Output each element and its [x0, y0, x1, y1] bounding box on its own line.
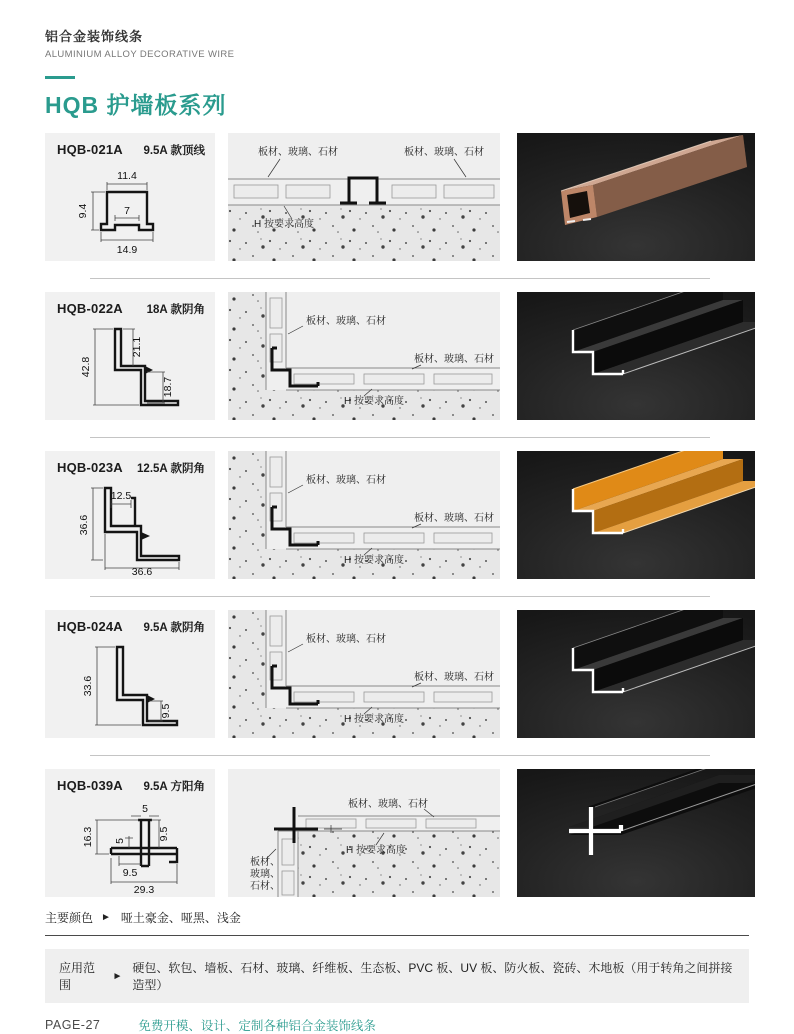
- installation-diagram: [228, 769, 500, 897]
- dim-label: 9.5: [158, 826, 170, 842]
- model-spec: 18A 款阴角: [146, 304, 205, 316]
- profile-drawing: [45, 635, 215, 735]
- dim-label: 14.9: [116, 244, 138, 256]
- profile-drawing: [45, 476, 215, 576]
- profile-drawing: [45, 794, 215, 894]
- installation-diagram-panel: [228, 610, 500, 738]
- installation-diagram-panel: [228, 133, 500, 261]
- dim-label: 9.4: [77, 203, 89, 219]
- arrow-right-icon: ►: [101, 912, 111, 923]
- dim-label: 11.4: [117, 170, 137, 182]
- accent-dash: [45, 76, 75, 79]
- drawing-panel: [45, 292, 215, 420]
- diagram-label: 板材、: [250, 857, 280, 868]
- drawing-header: [45, 769, 215, 794]
- product-photo-panel: [517, 610, 755, 738]
- product-photo: [517, 610, 755, 738]
- installation-diagram-panel: [228, 292, 500, 420]
- model-code: HQB-022A: [57, 301, 123, 316]
- page-number-line: [45, 1016, 749, 1034]
- installation-diagram: [228, 610, 500, 738]
- model-spec: 9.5A 款顶线: [143, 145, 205, 157]
- diagram-label: 石材、: [250, 881, 280, 892]
- product-photo: [517, 451, 755, 579]
- product-row-hqb-023a: [45, 451, 755, 579]
- dim-label: 33.6: [82, 675, 94, 697]
- model-code: HQB-024A: [57, 619, 123, 634]
- dim-label: 21.1: [131, 336, 143, 358]
- installation-diagram: [228, 292, 500, 420]
- product-photo: [517, 133, 755, 261]
- diagram-height-label: H 按要求高度: [344, 396, 404, 407]
- model-spec: 12.5A 款阴角: [137, 463, 205, 475]
- application-value: 硬包、软包、墙板、石材、玻璃、纤维板、生态板、PVC 板、UV 板、防火板、瓷砖、木地板（用于转角之间拼接造型）: [132, 961, 733, 992]
- installation-diagram-panel: [228, 451, 500, 579]
- drawing-panel: [45, 133, 215, 261]
- arrow-right-icon: ►: [112, 970, 123, 982]
- diagram-height-label: H 按要求高度: [344, 714, 404, 725]
- profile-drawing: [45, 317, 215, 417]
- diagram-label: 板材、玻璃、石材: [258, 147, 338, 158]
- product-rows: [0, 133, 794, 897]
- brand-title-en: ALUMINIUM ALLOY DECORATIVE WIRE: [45, 49, 235, 60]
- footer-rule: [45, 935, 749, 936]
- drawing-header: [45, 292, 215, 317]
- dim-label: 36.6: [78, 514, 90, 536]
- drawing-panel: [45, 451, 215, 579]
- diagram-label: 板材、玻璃、石材: [348, 799, 428, 810]
- dim-label: 42.8: [80, 356, 92, 378]
- diagram-height-label: H 按要求高度: [254, 219, 314, 230]
- dim-label: 5: [114, 838, 126, 844]
- product-photo-panel: [517, 133, 755, 261]
- row-divider: [90, 596, 710, 597]
- dim-label: 7: [124, 205, 130, 217]
- dim-label: 5: [142, 803, 148, 815]
- diagram-label: 板材、玻璃、石材: [306, 316, 386, 327]
- footer-tagline: 免费开模、设计、定制各种铝合金装饰线条: [138, 1019, 376, 1033]
- product-row-hqb-039a: [45, 769, 755, 897]
- product-photo-panel: [517, 292, 755, 420]
- dim-label: 9.5: [122, 867, 138, 879]
- dim-label: 18.7: [162, 376, 174, 398]
- row-divider: [90, 437, 710, 438]
- drawing-panel: [45, 610, 215, 738]
- diagram-label: 板材、玻璃、石材: [306, 475, 386, 486]
- product-row-hqb-021a: [45, 133, 755, 261]
- diagram-label: 板材、玻璃、石材: [306, 634, 386, 645]
- diagram-label: 玻璃、: [250, 869, 280, 880]
- product-photo: [517, 292, 755, 420]
- dim-label: 16.3: [82, 826, 94, 848]
- diagram-label: 板材、玻璃、石材: [414, 672, 494, 683]
- colors-value: 哑土豪金、哑黑、浅金: [120, 911, 241, 925]
- drawing-header: [45, 133, 215, 158]
- diagram-label: 板材、玻璃、石材: [414, 354, 494, 365]
- model-spec: 9.5A 款阴角: [143, 622, 205, 634]
- product-photo-panel: [517, 769, 755, 897]
- colors-label: 主要颜色: [45, 911, 94, 925]
- page-header: [0, 0, 794, 120]
- profile-drawing: [45, 158, 215, 258]
- brand-title-cn: 铝合金装饰线条: [45, 29, 144, 44]
- dim-label: 36.6: [131, 566, 153, 576]
- model-code: HQB-039A: [57, 778, 123, 793]
- dim-label: 9.5: [160, 703, 172, 719]
- product-row-hqb-022a: [45, 292, 755, 420]
- product-row-hqb-024a: [45, 610, 755, 738]
- series-title: HQB 护墙板系列: [45, 92, 227, 118]
- dim-label: 29.3: [133, 884, 155, 894]
- product-photo: [517, 769, 755, 897]
- product-photo-panel: [517, 451, 755, 579]
- application-label: 应用范围: [59, 961, 96, 992]
- drawing-header: [45, 451, 215, 476]
- application-range-box: [45, 949, 749, 1003]
- page-number: PAGE-27: [45, 1018, 101, 1032]
- main-colors-line: [45, 909, 749, 926]
- row-divider: [90, 755, 710, 756]
- model-code: HQB-021A: [57, 142, 123, 157]
- installation-diagram: [228, 133, 500, 261]
- installation-diagram-panel: [228, 769, 500, 897]
- diagram-label: 板材、玻璃、石材: [414, 513, 494, 524]
- diagram-height-label: H 按要求高度: [344, 555, 404, 566]
- model-code: HQB-023A: [57, 460, 123, 475]
- row-divider: [90, 278, 710, 279]
- page-footer: [0, 909, 794, 1034]
- model-spec: 9.5A 方阳角: [143, 781, 205, 793]
- drawing-header: [45, 610, 215, 635]
- drawing-panel: [45, 769, 215, 897]
- diagram-height-label: H 按要求高度: [346, 845, 406, 856]
- diagram-label: 板材、玻璃、石材: [404, 147, 484, 158]
- dim-label: 12.5: [110, 490, 132, 502]
- installation-diagram: [228, 451, 500, 579]
